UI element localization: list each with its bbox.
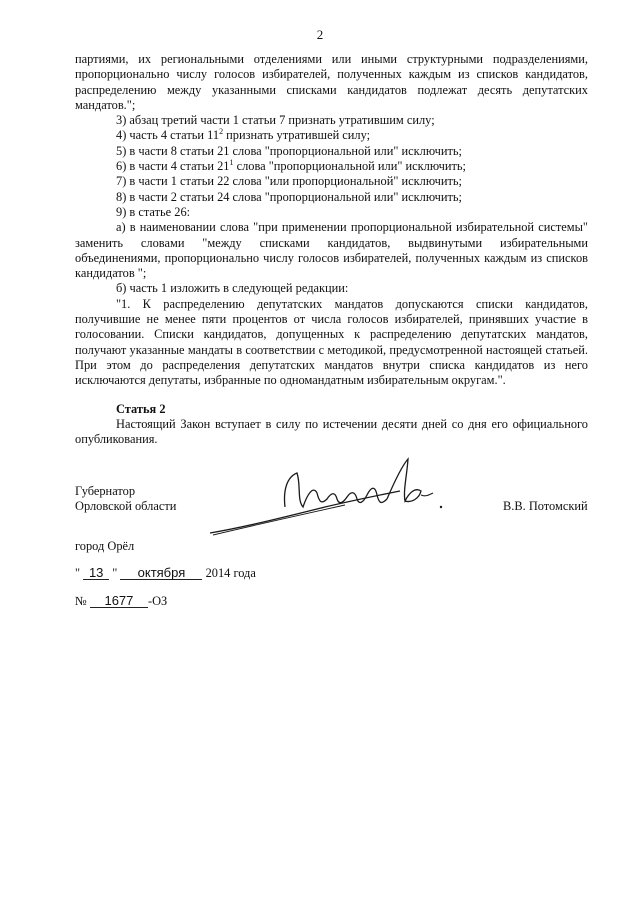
law-body <box>75 52 588 447</box>
superscript: 1 <box>229 157 234 167</box>
page-number: 2 <box>316 27 324 42</box>
signatory-name: В.В. Потомский <box>503 499 588 513</box>
date-day: 13 <box>83 567 109 580</box>
signatory-title: Губернатор Орловской области <box>75 484 177 514</box>
date-month: октября <box>120 567 202 580</box>
superscript: 2 <box>219 127 224 137</box>
city-line: город Орёл <box>75 539 135 553</box>
date-line: " 13 " октября 2014 года <box>75 565 256 580</box>
item-8: 8) в части 2 статьи 24 слова "пропорциональной или" исключить; <box>116 189 462 204</box>
item-7: 7) в части 1 статьи 22 слова "или пропорциональной" исключить; <box>116 174 462 189</box>
date-year: 2014 года <box>205 566 256 580</box>
law-number: 1677 <box>90 595 148 608</box>
handwritten-signature <box>205 455 455 545</box>
item-6: 6) в части 4 статьи $21^1$ слова "пропорциональной или" исключить; <box>116 157 467 174</box>
item-4: 4) часть 4 статьи $11^2$ признать утратившей силу; <box>116 127 371 143</box>
item-3: 3) абзац третий части 1 статьи 7 признать утратившим силу; <box>116 113 435 128</box>
article-text: Настоящий Закон вступает в силу по истечении десяти дней со дня его официального опубликования. <box>75 416 588 447</box>
quoted-part-1: "1. К распределению депутатских мандатов допускаются списки кандидатов, получившие не менее пяти процентов от числа голосов избирателей, принявших участие в голосовании. Списки кандидатов, допущенных к распределению депутатских мандатов, получают указанные мандаты в соответствии с методикой, предусмотренной настоящей статьей. При этом до распределения депутатских мандатов внутри списка кандидатов из него исключаются депутаты, избранные по одномандатным избирательным округам.". <box>75 296 588 388</box>
law-number-line: № 1677 -ОЗ <box>75 593 168 608</box>
item-5: 5) в части 8 статьи 21 слова "пропорциональной или" исключить; <box>116 143 462 158</box>
subitem-a: а) в наименовании слова "при применении пропорциональной избирательной системы" заменить словами "между списками кандидатов, выдвинутыми избирательными объединениями, пропорционально числу голосов избирателей, полученных каждым из списков кандидатов "; <box>75 220 588 281</box>
paragraph-continuation: партиями, их региональными отделениями или иными структурными подразделениями, пропорционально числу голосов избирателей, полученных каждым из списков кандидатов, распределению между указанными списками кандидатов подлежат десять депутатских мандатов."; <box>75 52 588 112</box>
article-heading: Статья 2 <box>116 401 166 416</box>
subitem-b: б) часть 1 изложить в следующей редакции: <box>116 281 349 296</box>
item-9: 9) в статье 26: <box>116 204 191 219</box>
